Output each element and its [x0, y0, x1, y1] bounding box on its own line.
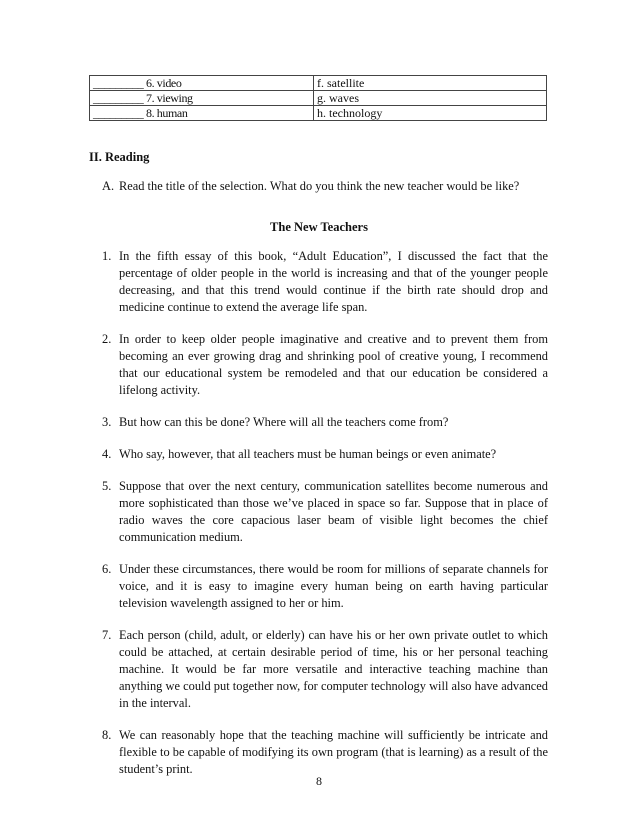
paragraph-item: [102, 478, 548, 546]
paragraph-item: [102, 627, 548, 712]
paragraph-item: [102, 446, 548, 463]
paragraph-text: In order to keep older people imaginative and creative and to prevent them from becoming an ever growing drag and shrinking pool of creative young, I recommend that our educational system be remodeled and that our education be considered a lifelong activity.: [119, 332, 548, 397]
paragraph-item: [102, 727, 548, 778]
matching-table: [89, 75, 547, 121]
story-paragraphs: [102, 248, 548, 793]
matching-item-left: _________ 7. viewing: [90, 91, 314, 106]
matching-item-left: _________ 8. human: [90, 106, 314, 121]
table-row: [90, 91, 547, 106]
matching-item-right: g. waves: [314, 91, 547, 106]
paragraph-item: [102, 248, 548, 316]
paragraph-number: 2.: [102, 332, 112, 346]
question-text: Read the title of the selection. What do you think the new teacher would be like?: [119, 179, 520, 193]
paragraph-number: 1.: [102, 249, 112, 263]
paragraph-item: [102, 331, 548, 399]
matching-item-right: f. satellite: [314, 76, 547, 91]
paragraph-number: 5.: [102, 479, 112, 493]
matching-item-left: _________ 6. video: [90, 76, 314, 91]
section-heading: II. Reading: [89, 150, 150, 164]
page-number: 8: [316, 774, 322, 788]
story-title: The New Teachers: [270, 220, 368, 234]
paragraph-item: [102, 561, 548, 612]
paragraph-text: Each person (child, adult, or elderly) can have his or her own private outlet to which could be attached, at certain desirable period of time, his or her personal teaching machine. It would be far more versatile and interactive teaching machine than anything we could put together now, for computer technology will also have advanced in the interval.: [119, 628, 548, 710]
paragraph-number: 3.: [102, 415, 112, 429]
paragraph-text: Under these circumstances, there would be room for millions of separate channels for voice, and it is easy to imagine every human being on earth having particular television wavelength assigned to her or him.: [119, 562, 548, 610]
paragraph-number: 6.: [102, 562, 112, 576]
paragraph-text: In the fifth essay of this book, “Adult Education”, I discussed the fact that the percentage of older people in the world is increasing and that of the younger people decreasing, and that this trend would continue if the birth rate should drop and medicine continue to extend the average life span.: [119, 249, 548, 314]
matching-item-right: h. technology: [314, 106, 547, 121]
pre-reading-question: [102, 179, 562, 194]
paragraph-text: But how can this be done? Where will all the teachers come from?: [119, 415, 449, 429]
table-row: [90, 106, 547, 121]
paragraph-text: We can reasonably hope that the teaching machine will sufficiently be intricate and flexible to be capable of modifying its own program (that is learning) as a result of the student’s print.: [119, 728, 548, 776]
question-marker: A.: [102, 179, 115, 193]
table-row: [90, 76, 547, 91]
paragraph-number: 8.: [102, 728, 112, 742]
paragraph-text: Who say, however, that all teachers must be human beings or even animate?: [119, 447, 497, 461]
paragraph-number: 7.: [102, 628, 112, 642]
paragraph-number: 4.: [102, 447, 112, 461]
paragraph-item: [102, 414, 548, 431]
paragraph-text: Suppose that over the next century, communication satellites become numerous and more sophisticated than those we’ve placed in space so far. Suppose that in place of radio waves the core capacious laser beam of visible light becomes the chief communication medium.: [119, 479, 548, 544]
